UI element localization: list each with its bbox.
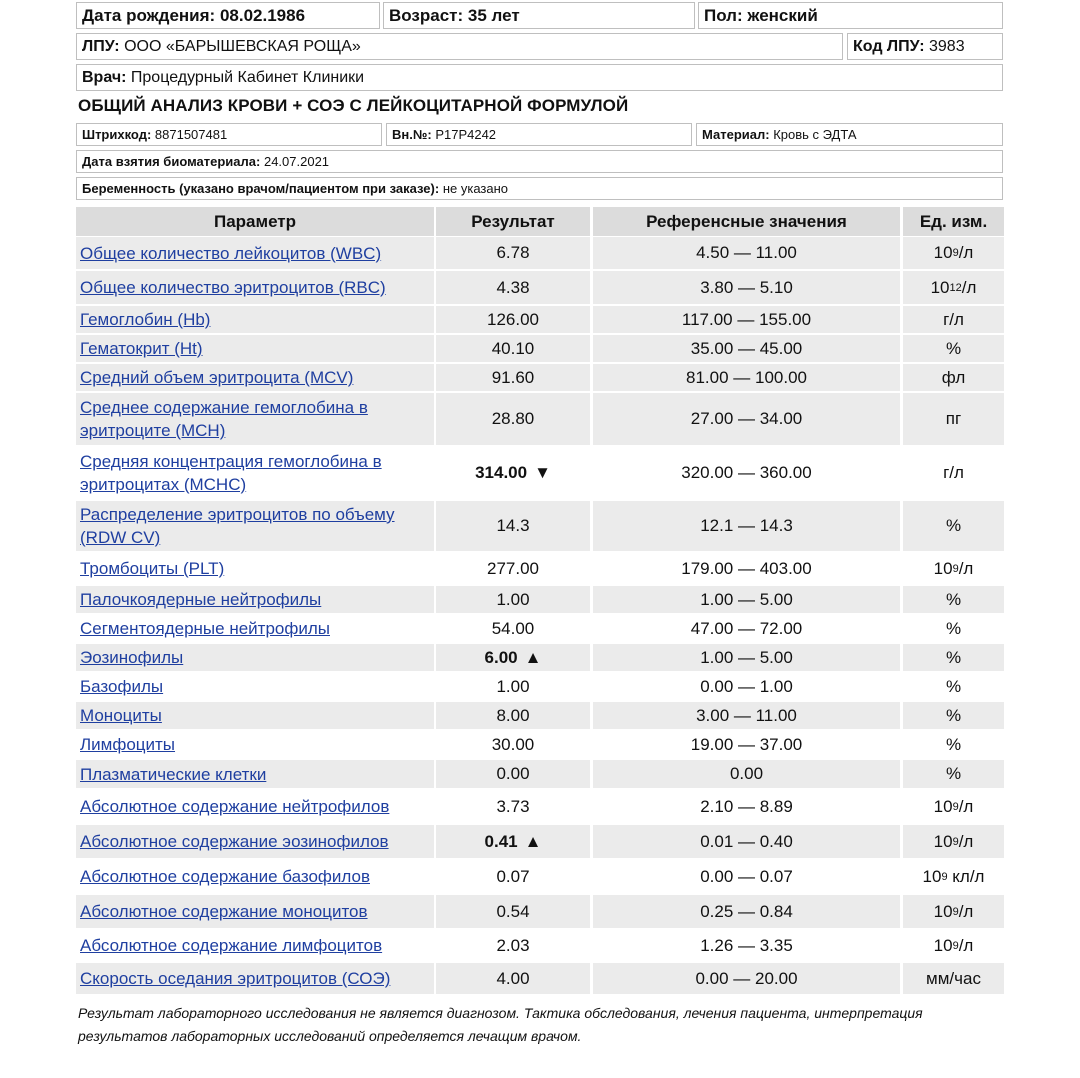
parameter-cell	[76, 364, 434, 391]
result-value: 91.60	[491, 367, 535, 387]
table-row	[76, 860, 1004, 893]
lpu-field	[76, 33, 843, 60]
parameter-link[interactable]: Моноциты	[80, 706, 162, 725]
result-cell	[436, 760, 590, 788]
unit-exponent: 9	[952, 800, 959, 813]
dob-field	[76, 2, 380, 29]
table-row	[76, 760, 1004, 788]
table-row	[76, 615, 1004, 642]
result-cell	[436, 271, 590, 304]
result-cell	[436, 447, 590, 499]
sex-value: женский	[747, 5, 818, 25]
result-cell	[436, 237, 590, 269]
unit-cell	[903, 963, 1004, 994]
unit-exponent: 9	[952, 247, 959, 259]
parameter-link[interactable]: Распределение эритроцитов по объему (RDW CV)	[80, 505, 395, 547]
header-unit: Ед. изм.	[903, 207, 1004, 236]
result-value: 2.03	[496, 935, 530, 955]
table-row	[76, 731, 1004, 758]
parameter-cell	[76, 335, 434, 362]
table-row	[76, 790, 1004, 823]
lpu-code-field	[847, 33, 1003, 60]
parameter-cell	[76, 271, 434, 304]
analysis-title: ОБЩИЙ АНАЛИЗ КРОВИ + СОЭ С ЛЕЙКОЦИТАРНОЙ ФОРМУЛОЙ	[78, 96, 629, 115]
unit-base: %	[945, 734, 962, 754]
table-row	[76, 673, 1004, 700]
parameter-link[interactable]: Общее количество лейкоцитов (WBC)	[80, 243, 382, 263]
material-value: Кровь с ЭДТА	[773, 127, 857, 142]
parameter-link[interactable]: Абсолютное содержание эозинофилов	[80, 832, 389, 851]
unit-cell	[903, 790, 1004, 823]
result-cell	[436, 644, 590, 671]
reference-cell: 27.00 — 34.00	[593, 393, 900, 445]
unit-cell	[903, 335, 1004, 362]
result-cell	[436, 553, 590, 584]
unit-cell	[903, 702, 1004, 729]
table-row	[76, 702, 1004, 729]
table-row	[76, 364, 1004, 391]
doctor-label: Врач:	[82, 68, 127, 86]
result-value: 14.3	[496, 516, 530, 535]
result-value: 6.78	[496, 243, 530, 262]
unit-base: %	[945, 676, 962, 696]
reference-cell: 19.00 — 37.00	[690, 734, 803, 754]
reference-cell: 12.1 — 14.3	[593, 501, 900, 551]
parameter-link[interactable]: Абсолютное содержание лимфоцитов	[80, 936, 383, 955]
unit-cell	[903, 271, 1004, 304]
unit-base: %	[945, 705, 962, 725]
sample-date-field	[76, 150, 1003, 173]
result-cell	[436, 393, 590, 445]
lpu-label: ЛПУ:	[82, 37, 120, 55]
parameter-cell	[76, 760, 434, 788]
parameter-cell	[76, 963, 434, 994]
unit-exponent: 9	[952, 835, 959, 848]
unit-cell	[903, 364, 1004, 391]
parameter-cell	[76, 501, 434, 551]
unit-cell	[903, 731, 1004, 758]
disclaimer: Результат лабораторного исследования не является диагнозом. Тактика обследования, лечения пациента, интерпретация результатов лабораторных исследований определяется лечащим врачом.	[78, 1005, 923, 1044]
reference-cell: 0.00 — 20.00	[593, 963, 900, 994]
unit-base: %	[945, 647, 962, 667]
result-cell	[436, 673, 590, 700]
table-row	[76, 553, 1004, 584]
sample-date-label: Дата взятия биоматериала:	[82, 154, 261, 169]
high-flag-icon: ▲	[524, 647, 542, 667]
result-value: 0.54	[496, 901, 530, 921]
parameter-link[interactable]: Базофилы	[80, 677, 164, 696]
unit-base: 10	[933, 831, 953, 851]
parameter-link[interactable]: Среднее содержание гемоглобина в эритроците (MCH)	[80, 398, 368, 440]
reference-cell: 35.00 — 45.00	[593, 335, 900, 362]
unit-suffix: /л	[958, 935, 974, 955]
unit-base: %	[945, 764, 962, 783]
parameter-cell	[76, 237, 434, 269]
barcode-label: Штрихкод:	[82, 127, 152, 142]
table-row	[76, 237, 1004, 269]
high-flag-icon: ▲	[524, 831, 542, 851]
reference-cell: 0.00	[593, 760, 900, 788]
unit-cell	[903, 930, 1004, 961]
barcode-value: 8871507481	[154, 127, 228, 142]
unit-base: %	[945, 338, 962, 358]
unit-exponent: 9	[952, 905, 959, 918]
parameter-cell	[76, 790, 434, 823]
header-parameter: Параметр	[76, 207, 434, 236]
unit-suffix: кл/л	[947, 866, 985, 886]
reference-cell: 1.26 — 3.35	[700, 935, 793, 955]
unit-exponent: 9	[952, 939, 959, 952]
table-row	[76, 447, 1004, 499]
parameter-cell	[76, 306, 434, 333]
result-cell	[436, 963, 590, 994]
parameter-link[interactable]: Плазматические клетки	[80, 764, 267, 784]
result-value: 0.07	[496, 866, 530, 886]
result-cell	[436, 731, 590, 758]
result-cell	[436, 615, 590, 642]
reference-cell: 0.00 — 0.07	[700, 866, 793, 886]
table-row	[76, 644, 1004, 671]
result-cell	[436, 825, 590, 858]
unit-base: г/л	[943, 309, 964, 329]
unit-cell	[903, 447, 1004, 499]
parameter-link[interactable]: Лимфоциты	[80, 735, 176, 754]
result-value: 4.00	[496, 968, 530, 988]
unit-cell	[903, 895, 1004, 928]
result-cell	[436, 306, 590, 333]
internal-no-label: Вн.№:	[392, 127, 432, 142]
unit-base: 10	[933, 243, 953, 262]
barcode-field	[76, 123, 382, 146]
unit-base: %	[945, 618, 962, 638]
result-value: 3.73	[496, 796, 530, 816]
result-cell	[436, 335, 590, 362]
pregnancy-label: Беременность (указано врачом/пациентом при заказе):	[82, 181, 440, 196]
lpu-code-label: Код ЛПУ:	[853, 37, 925, 55]
sex-label: Пол:	[704, 5, 743, 25]
result-value: 1.00	[496, 589, 530, 609]
dob-label: Дата рождения:	[82, 5, 216, 25]
unit-base: 10	[930, 277, 950, 297]
pregnancy-field	[76, 177, 1003, 200]
parameter-link[interactable]: Общее количество эритроцитов (RBC)	[80, 278, 386, 297]
result-value: 40.10	[491, 338, 535, 358]
parameter-link[interactable]: Средний объем эритроцита (MCV)	[80, 368, 354, 387]
table-row	[76, 895, 1004, 928]
parameter-cell	[76, 615, 434, 642]
parameter-cell	[76, 553, 434, 584]
unit-base: 10	[933, 935, 953, 955]
age-label: Возраст:	[389, 5, 464, 25]
table-row	[76, 501, 1004, 551]
reference-cell: 0.00 — 1.00	[700, 676, 793, 696]
parameter-link[interactable]: Скорость оседания эритроцитов (СОЭ)	[80, 969, 391, 988]
parameter-link[interactable]: Абсолютное содержание нейтрофилов	[80, 797, 390, 816]
table-row	[76, 393, 1004, 445]
sex-field	[698, 2, 1003, 29]
unit-exponent: 9	[941, 870, 948, 883]
unit-cell	[903, 306, 1004, 333]
unit-cell	[903, 237, 1004, 269]
doctor-field	[76, 64, 1003, 91]
table-header	[76, 207, 1004, 236]
age-value: 35 лет	[467, 5, 520, 25]
header-reference: Референсные значения	[593, 207, 900, 236]
result-value: 6.00	[484, 647, 518, 667]
result-cell	[436, 930, 590, 961]
parameter-cell	[76, 644, 434, 671]
header-result: Результат	[436, 207, 590, 236]
reference-cell: 2.10 — 8.89	[700, 796, 793, 816]
result-value: 8.00	[496, 705, 530, 725]
unit-exponent: 9	[952, 562, 959, 575]
result-cell	[436, 895, 590, 928]
reference-cell: 0.25 — 0.84	[593, 895, 900, 928]
result-cell	[436, 790, 590, 823]
parameter-cell	[76, 586, 434, 613]
unit-base: 10	[922, 866, 942, 886]
unit-cell	[903, 586, 1004, 613]
result-value: 314.00	[475, 463, 528, 482]
parameter-link[interactable]: Гемоглобин (Hb)	[80, 310, 211, 329]
parameter-cell	[76, 702, 434, 729]
result-cell	[436, 860, 590, 893]
result-value: 28.80	[491, 409, 535, 428]
reference-cell: 3.80 — 5.10	[593, 271, 900, 304]
reference-cell: 179.00 — 403.00	[681, 558, 812, 578]
table-row	[76, 930, 1004, 961]
unit-suffix: /л	[958, 831, 974, 851]
reference-cell: 81.00 — 100.00	[593, 364, 900, 391]
unit-base: г/л	[943, 463, 964, 482]
table-row	[76, 825, 1004, 858]
unit-cell	[903, 673, 1004, 700]
result-value: 4.38	[496, 277, 530, 297]
table-row	[76, 335, 1004, 362]
parameter-cell	[76, 673, 434, 700]
table-row	[76, 271, 1004, 304]
parameter-link[interactable]: Палочкоядерные нейтрофилы	[80, 590, 322, 609]
result-value: 54.00	[491, 618, 535, 638]
unit-suffix: /л	[958, 796, 974, 816]
result-cell	[436, 501, 590, 551]
unit-cell	[903, 760, 1004, 788]
dob-value: 08.02.1986	[219, 5, 306, 25]
reference-cell: 3.00 — 11.00	[593, 702, 900, 729]
reference-cell: 0.01 — 0.40	[593, 825, 900, 858]
parameter-cell	[76, 930, 434, 961]
result-value: 30.00	[491, 734, 535, 754]
result-value: 0.41	[484, 831, 518, 851]
result-cell	[436, 702, 590, 729]
unit-suffix: /л	[958, 243, 974, 262]
reference-cell: 47.00 — 72.00	[690, 618, 803, 638]
parameter-cell	[76, 731, 434, 758]
parameter-cell	[76, 895, 434, 928]
material-field	[696, 123, 1003, 146]
parameter-cell	[76, 447, 434, 499]
sample-date-value: 24.07.2021	[263, 154, 330, 169]
result-cell	[436, 364, 590, 391]
parameter-link[interactable]: Гематокрит (Ht)	[80, 339, 203, 358]
unit-base: 10	[933, 558, 953, 578]
parameter-cell	[76, 825, 434, 858]
material-label: Материал:	[702, 127, 770, 142]
table-row	[76, 586, 1004, 613]
unit-cell	[903, 501, 1004, 551]
unit-cell	[903, 860, 1004, 893]
result-value: 126.00	[487, 309, 539, 329]
parameter-cell	[76, 393, 434, 445]
low-flag-icon: ▼	[534, 463, 551, 482]
unit-base: %	[945, 589, 962, 609]
parameter-link[interactable]: Средняя концентрация гемоглобина в эритроцитах (MCHC)	[80, 452, 382, 494]
table-row	[76, 306, 1004, 333]
result-value: 1.00	[496, 676, 530, 696]
unit-base: 10	[933, 796, 953, 816]
unit-base: 10	[933, 901, 953, 921]
parameter-link[interactable]: Абсолютное содержание моноцитов	[80, 902, 368, 921]
unit-exponent: 12	[949, 281, 962, 294]
unit-suffix: /л	[958, 901, 974, 921]
unit-base: мм/час	[926, 968, 981, 988]
unit-suffix: /л	[961, 277, 977, 297]
parameter-link[interactable]: Сегментоядерные нейтрофилы	[80, 619, 330, 638]
table-row	[76, 963, 1004, 994]
result-value: 0.00	[496, 764, 530, 783]
age-field	[383, 2, 695, 29]
unit-suffix: /л	[958, 558, 974, 578]
reference-cell: 1.00 — 5.00	[593, 644, 900, 671]
parameter-link[interactable]: Тромбоциты (PLT)	[80, 559, 225, 578]
unit-cell	[903, 825, 1004, 858]
result-cell	[436, 586, 590, 613]
unit-cell	[903, 553, 1004, 584]
unit-cell	[903, 615, 1004, 642]
unit-cell	[903, 393, 1004, 445]
reference-cell: 4.50 — 11.00	[593, 237, 900, 269]
lpu-code-value: 3983	[929, 37, 965, 55]
lpu-value: ООО «БАРЫШЕВСКАЯ РОЩА»	[124, 37, 361, 55]
internal-no-field	[386, 123, 692, 146]
pregnancy-value: не указано	[442, 181, 509, 196]
reference-cell: 1.00 — 5.00	[593, 586, 900, 613]
parameter-cell	[76, 860, 434, 893]
internal-no-value: P17P4242	[435, 127, 497, 142]
unit-base: пг	[945, 409, 962, 428]
unit-base: фл	[941, 367, 966, 387]
reference-cell: 117.00 — 155.00	[593, 306, 900, 333]
reference-cell: 320.00 — 360.00	[681, 463, 812, 482]
parameter-link[interactable]: Абсолютное содержание базофилов	[80, 867, 370, 886]
parameter-link[interactable]: Эозинофилы	[80, 648, 184, 667]
unit-cell	[903, 644, 1004, 671]
result-value: 277.00	[487, 558, 539, 578]
doctor-value: Процедурный Кабинет Клиники	[130, 68, 365, 86]
unit-base: %	[945, 516, 962, 535]
